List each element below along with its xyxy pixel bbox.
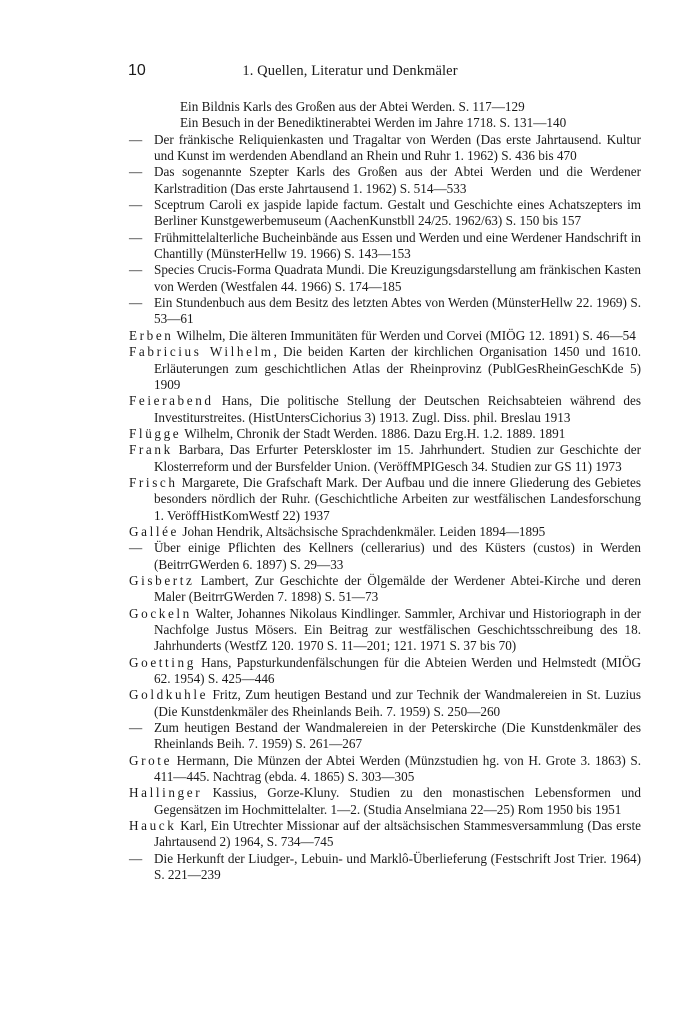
entry-text: Frühmittelalterliche Bucheinbände aus Essen und Werden und eine Werdener Handschrift in Chantilly (MünsterHellw 19. 1966) S. 143—153	[154, 229, 641, 262]
entry-author: Hallinger	[129, 785, 203, 801]
bibliography-entry	[129, 115, 641, 131]
bibliography-entry	[129, 328, 641, 344]
bibliography-entry	[129, 295, 641, 328]
entry-text: Hans, Papsturkundenfälschungen für die Abteien Werden und Helmstedt (MIÖG 62. 1954) S. 425—446	[154, 654, 641, 687]
entry-author: Flügge	[129, 425, 182, 441]
entry-author: Frisch	[129, 474, 178, 490]
entry-text: Wilhelm, Die älteren Immunitäten für Werden und Corvei (MIÖG 12. 1891) S. 46—54	[173, 327, 636, 343]
entry-author: Gallée	[129, 523, 180, 539]
entry-author: Erben	[129, 327, 174, 343]
entry-text: Hans, Die politische Stellung der Deutschen Reichsabteien während des Investiturstreites. (HistUntersCichorius 3) 1913. Zugl. Diss. phil. Breslau 1913	[154, 393, 641, 425]
repeat-author-dash: —	[129, 197, 143, 213]
entry-text: Hermann, Die Münzen der Abtei Werden (Münzstudien hg. von H. Grote 3. 1863) S. 411—445. Nachtrag (ebda. 4. 1865) S. 303—305	[154, 752, 641, 785]
bibliography-entry	[129, 540, 641, 573]
entry-text: Lambert, Zur Geschichte der Ölgemälde der Werdener Abtei-Kirche und deren Maler (BeitrrGWerden 7. 1898) S. 51—73	[154, 572, 641, 605]
entry-text: Fritz, Zum heutigen Bestand und zur Technik der Wandmalereien in St. Luzius (Die Kunstdenkmäler des Rheinlands Beih. 7. 1959) S. 250—260	[154, 687, 641, 719]
entry-text: Walter, Johannes Nikolaus Kindlinger. Sammler, Archivar und Historiograph in der Nachfolge Justus Mösers. Ein Beitrag zur westfälischen Geschichtsschreibung des 18. Jahrhunderts (WestfZ 120. 1970 S. 11—201; 121. 1971 S. 37 bis 70)	[154, 605, 641, 654]
bibliography-entry	[129, 851, 641, 884]
bibliography-entry	[129, 393, 641, 426]
bibliography-entry	[129, 606, 641, 655]
page-number: 10	[128, 62, 146, 79]
entry-text: Ein Stundenbuch aus dem Besitz des letzten Abtes von Werden (MünsterHellw 22. 1969) S. 53—61	[154, 295, 641, 327]
bibliography-entry	[129, 687, 641, 720]
bibliography-entry	[129, 344, 641, 393]
entry-text: , Die beiden Karten der kirchlichen Organisation 1450 und 1610. Erläuterungen zum geschichtlichen Atlas der Rheinprovinz (PublGesRheinGeschKde 5) 1909	[154, 344, 641, 392]
entry-text: Über einige Pflichten des Kellners (cellerarius) und des Küsters (custos) in Werden (BeitrrGWerden 6. 1897) S. 29—33	[154, 540, 641, 572]
bibliography-entry	[129, 573, 641, 606]
entry-author: Frank	[129, 442, 173, 458]
repeat-author-dash: —	[129, 295, 143, 311]
bibliography-entry	[129, 426, 641, 442]
entry-text: Johan Hendrik, Altsächsische Sprachdenkmäler. Leiden 1894—1895	[179, 523, 546, 539]
entry-text: Barbara, Das Erfurter Peterskloster im 15. Jahrhundert. Studien zur Geschichte der Klosterreform und der Bursfelder Union. (VeröffMPIGesch 34. Studien zur GS 11) 1973	[154, 442, 641, 474]
bibliography-entry	[129, 524, 641, 540]
bibliography-entry	[129, 197, 641, 230]
bibliography-entry	[129, 99, 641, 115]
bibliography-entry	[129, 164, 641, 197]
bibliography-entry	[129, 785, 641, 818]
entry-text: Ein Besuch in der Benediktinerabtei Werden im Jahre 1718. S. 131—140	[180, 115, 567, 131]
entry-text: Sceptrum Caroli ex jaspide lapide factum. Gestalt und Geschichte eines Achatszepters im Berliner Kunstgewerbemuseum (AachenKunstbll 24/25. 1962/63) S. 150 bis 157	[154, 197, 641, 229]
running-head: 1. Quellen, Literatur und Denkmäler	[242, 63, 458, 79]
repeat-author-dash: —	[129, 131, 143, 147]
repeat-author-dash: —	[129, 164, 143, 180]
repeat-author-dash: —	[129, 262, 143, 278]
entry-text: Das sogenannte Szepter Karls des Großen aus der Abtei Werden und die Werdener Karlstradition (Das erste Jahrtausend 1. 1962) S. 514—533	[154, 164, 641, 196]
repeat-author-dash: —	[129, 540, 143, 556]
bibliography-entry	[129, 818, 641, 851]
bibliography-entry	[129, 262, 641, 295]
bibliography-entry	[129, 655, 641, 688]
entry-text: Karl, Ein Utrechter Missionar auf der altsächsischen Stammesversammlung (Das erste Jahrtausend 2) 1964, S. 734—745	[154, 818, 641, 850]
entry-text: Ein Bildnis Karls des Großen aus der Abtei Werden. S. 117—129	[180, 99, 525, 114]
entry-author: Fabricius Wilhelm	[129, 344, 274, 360]
entry-text: Species Crucis-Forma Quadrata Mundi. Die Kreuzigungsdarstellung am fränkischen Kasten von Werden (Westfalen 44. 1966) S. 174—185	[154, 262, 641, 294]
entry-text: Zum heutigen Bestand der Wandmalereien in der Peterskirche (Die Kunstdenkmäler des Rheinlands Beih. 7. 1959) S. 261—267	[154, 720, 641, 752]
entry-text: Die Herkunft der Liudger-, Lebuin- und Marklô-Überlieferung (Festschrift Jost Trier. 1964) S. 221—239	[154, 850, 641, 883]
bibliography-entry	[129, 720, 641, 753]
entry-author: Goldkuhle	[129, 687, 209, 703]
entry-text: Der fränkische Reliquienkasten und Tragaltar von Werden (Das erste Jahrtausend. Kultur und Kunst im werdenden Abendland an Rhein und Ruhr 1. 1962) S. 436 bis 470	[154, 131, 641, 164]
entry-author: Gisbertz	[129, 572, 195, 588]
entry-author: Grote	[129, 752, 173, 768]
repeat-author-dash: —	[129, 850, 143, 866]
bibliography-entry	[129, 132, 641, 165]
repeat-author-dash: —	[129, 720, 143, 736]
bibliography-entry	[129, 475, 641, 524]
bibliography-entry	[129, 753, 641, 786]
repeat-author-dash: —	[129, 229, 143, 245]
entry-text: Margarete, Die Grafschaft Mark. Der Aufbau und die innere Gliederung des Gebietes besonders nördlich der Ruhr. (Geschichtliche Arbeiten zur westfälischen Landesforschung 1. VeröffHistKomWestf 22) 1937	[154, 474, 641, 523]
bibliography-entry	[129, 230, 641, 263]
bibliography-list	[129, 99, 641, 884]
entry-author: Hauck	[129, 818, 177, 834]
entry-text: Kassius, Gorze-Kluny. Studien zu den monastischen Lebensformen und Gegensätzen im Hochmittelalter. 1—2. (Studia Anselmiana 22—25) Rom 1950 bis 1951	[154, 785, 641, 817]
entry-text: Wilhelm, Chronik der Stadt Werden. 1886. Dazu Erg.H. 1.2. 1889. 1891	[181, 425, 566, 441]
entry-author: Goetting	[129, 654, 196, 670]
entry-author: Gockeln	[129, 605, 192, 621]
bibliography-entry	[129, 442, 641, 475]
entry-author: Feierabend	[129, 393, 214, 409]
